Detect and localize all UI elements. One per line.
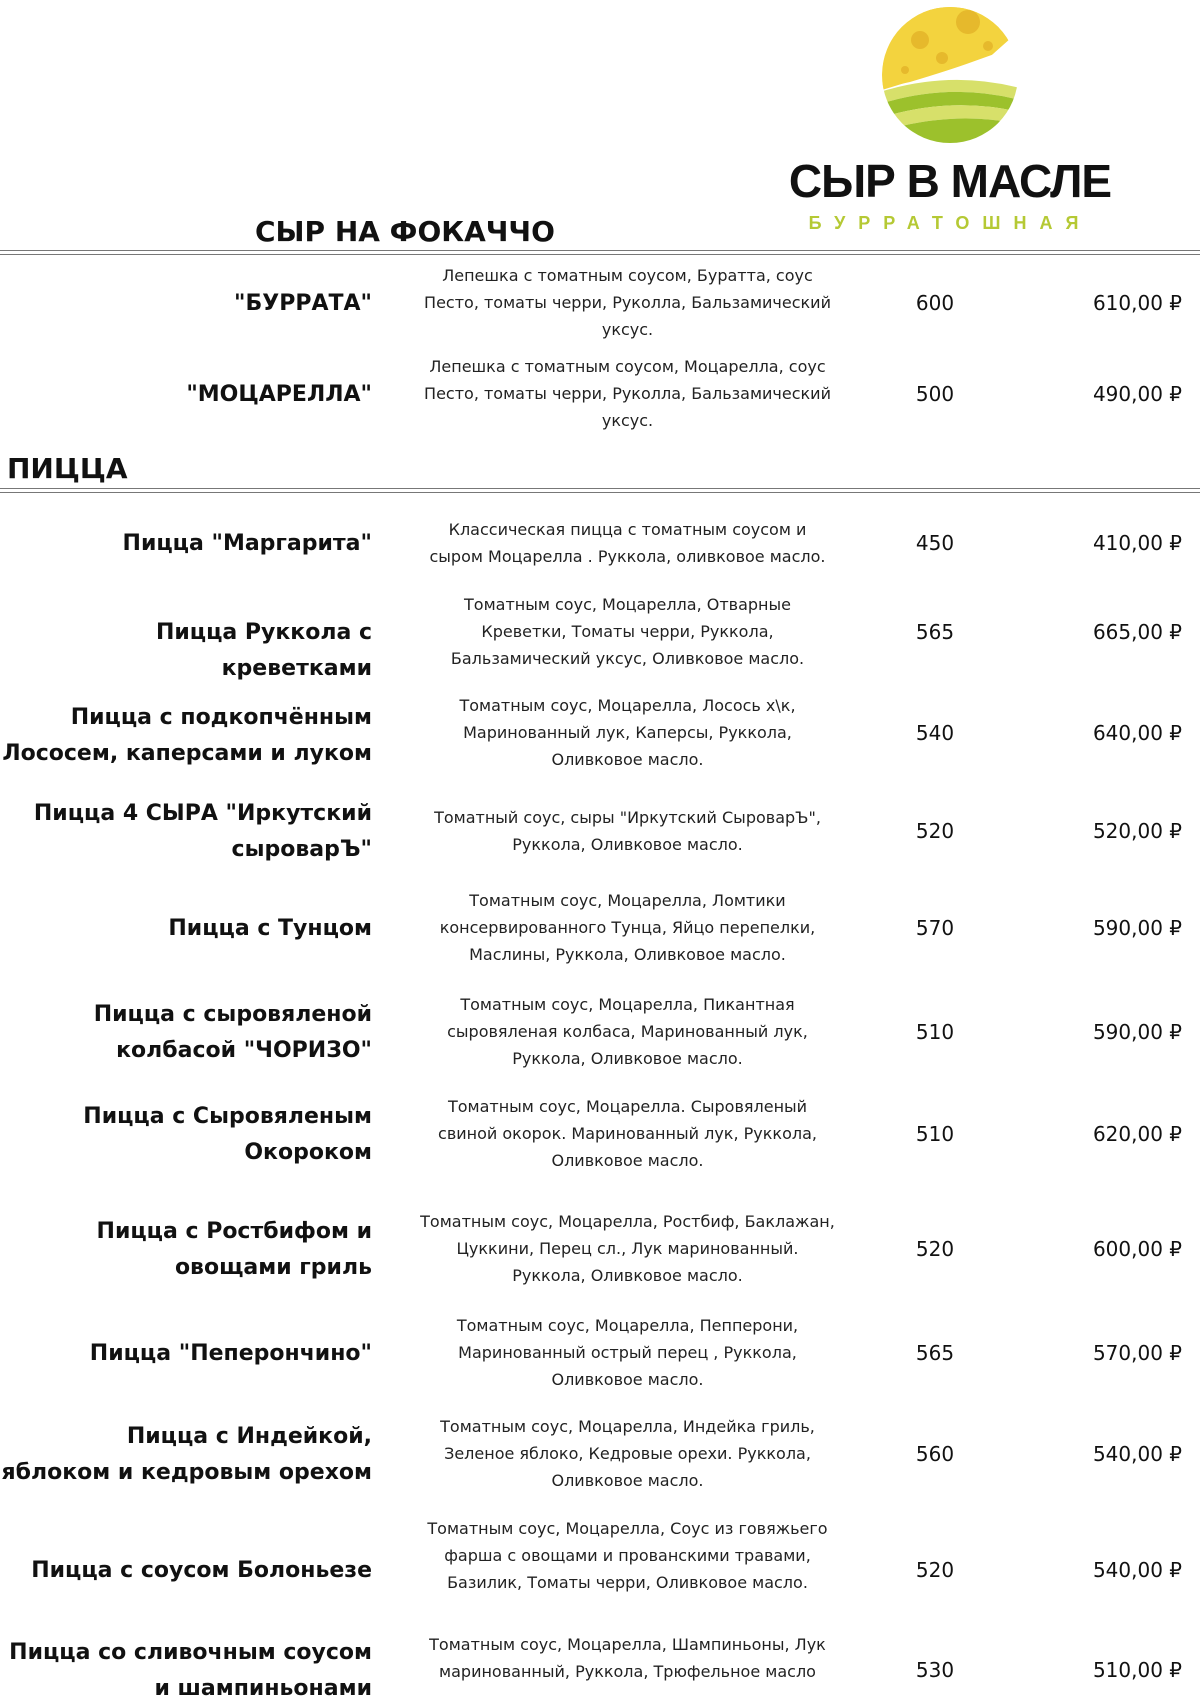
- item-description: Томатным соус, Моцарелла, Ломтики консервированного Тунца, Яйцо перепелки, Маслины, Руккола, Оливковое масло.: [439, 891, 816, 964]
- item-description: Томатным соус, Моцарелла, Шампиньоны, Лук маринованный, Руккола, Трюфельное масло: [429, 1635, 826, 1681]
- section-divider: [0, 250, 1200, 255]
- section-title-pizza: ПИЦЦА: [7, 452, 128, 485]
- item-weight: 540: [915, 721, 955, 745]
- item-price: 570,00 ₽: [1092, 1341, 1182, 1365]
- item-name: Пицца с сыровяленой колбасой "ЧОРИЗО": [93, 1002, 372, 1063]
- item-weight: 600: [915, 291, 955, 315]
- item-name: Пицца "Пеперончино": [89, 1341, 372, 1366]
- item-description: Томатным соус, Моцарелла, Пепперони, Маринованный острый перец , Руккола, Оливковое масло.: [456, 1316, 799, 1389]
- item-name: Пицца "Маргарита": [122, 531, 372, 556]
- item-price: 610,00 ₽: [1092, 291, 1182, 315]
- item-name: "БУРРАТА": [234, 291, 372, 316]
- item-description: Лепешка с томатным соусом, Моцарелла, соус Песто, томаты черри, Руколла, Бальзамический уксус.: [424, 357, 831, 430]
- item-description: Томатным соус, Моцарелла, Отварные Креветки, Томаты черри, Руккола, Бальзамический уксус, Оливковое масло.: [450, 595, 805, 668]
- item-price: 590,00 ₽: [1092, 916, 1182, 940]
- item-weight: 520: [915, 1558, 955, 1582]
- item-weight: 510: [915, 1122, 955, 1146]
- item-price: 510,00 ₽: [1092, 1658, 1182, 1682]
- item-weight: 565: [915, 620, 955, 644]
- item-name: Пицца с подкопчённым Лососем, каперсами и луком: [2, 705, 372, 766]
- cheese-field-logo-icon: [880, 0, 1020, 145]
- item-price: 620,00 ₽: [1092, 1122, 1182, 1146]
- item-price: 540,00 ₽: [1092, 1558, 1182, 1582]
- item-name: Пицца с Индейкой, яблоком и кедровым орехом: [1, 1424, 372, 1485]
- item-price: 590,00 ₽: [1092, 1020, 1182, 1044]
- item-price: 520,00 ₽: [1092, 819, 1182, 843]
- brand-name: СЫР В МАСЛЕ: [788, 155, 1112, 207]
- item-weight: 510: [915, 1020, 955, 1044]
- brand-logo: [770, 0, 1130, 240]
- item-price: 540,00 ₽: [1092, 1442, 1182, 1466]
- item-price: 410,00 ₽: [1092, 531, 1182, 555]
- item-weight: 520: [915, 819, 955, 843]
- item-weight: 570: [915, 916, 955, 940]
- item-price: 640,00 ₽: [1092, 721, 1182, 745]
- section-divider: [0, 488, 1200, 493]
- item-description: Томатным соус, Моцарелла, Соус из говяжьего фарша с овощами и прованскими травами, Базилик, Томаты черри, Оливковое масло.: [427, 1519, 828, 1592]
- item-description: Томатный соус, сыры "Иркутский СыроварЪ", Руккола, Оливковое масло.: [434, 808, 821, 854]
- item-weight: 500: [915, 382, 955, 406]
- item-description: Томатным соус, Моцарелла, Лосось х\к, Маринованный лук, Каперсы, Руккола, Оливковое масло.: [459, 696, 796, 769]
- item-weight: 520: [915, 1237, 955, 1261]
- section-title-focaccia: СЫР НА ФОКАЧЧО: [255, 215, 555, 248]
- item-name: Пицца с Тунцом: [168, 916, 372, 941]
- item-name: "МОЦАРЕЛЛА": [186, 382, 372, 407]
- item-price: 490,00 ₽: [1092, 382, 1182, 406]
- item-name: Пицца с соусом Болоньезе: [31, 1558, 372, 1583]
- item-name: Пицца 4 СЫРА "Иркутский сыроварЪ": [33, 801, 372, 862]
- item-weight: 450: [915, 531, 955, 555]
- item-description: Томатным соус, Моцарелла, Индейка гриль, Зеленое яблоко, Кедровые орехи. Руккола, Оливковое масло.: [440, 1417, 815, 1490]
- item-name: Пицца со сливочным соусом и шампиньонами: [9, 1640, 372, 1701]
- item-price: 665,00 ₽: [1092, 620, 1182, 644]
- item-description: Классическая пицца с томатным соусом и сыром Моцарелла . Руккола, оливковое масло.: [429, 520, 826, 566]
- item-price: 600,00 ₽: [1092, 1237, 1182, 1261]
- item-name: Пицца с Ростбифом и овощами гриль: [96, 1219, 372, 1280]
- item-weight: 560: [915, 1442, 955, 1466]
- item-description: Лепешка с томатным соусом, Буратта, соус Песто, томаты черри, Руколла, Бальзамический уксус.: [424, 266, 831, 339]
- item-name: Пицца с Сыровяленым Окороком: [83, 1104, 372, 1165]
- brand-subtitle: БУРРАТОШНАЯ: [808, 213, 1092, 233]
- item-description: Томатным соус, Моцарелла. Сыровяленый свиной окорок. Маринованный лук, Руккола, Оливковое масло.: [438, 1097, 817, 1170]
- item-description: Томатным соус, Моцарелла, Ростбиф, Баклажан, Цуккини, Перец сл., Лук маринованный. Руккола, Оливковое масло.: [420, 1212, 835, 1285]
- item-weight: 565: [915, 1341, 955, 1365]
- item-weight: 530: [915, 1658, 955, 1682]
- item-name: Пицца Руккола с креветками: [155, 620, 372, 681]
- item-description: Томатным соус, Моцарелла, Пикантная сыровяленая колбаса, Маринованный лук, Руккола, Оливковое масло.: [447, 995, 808, 1068]
